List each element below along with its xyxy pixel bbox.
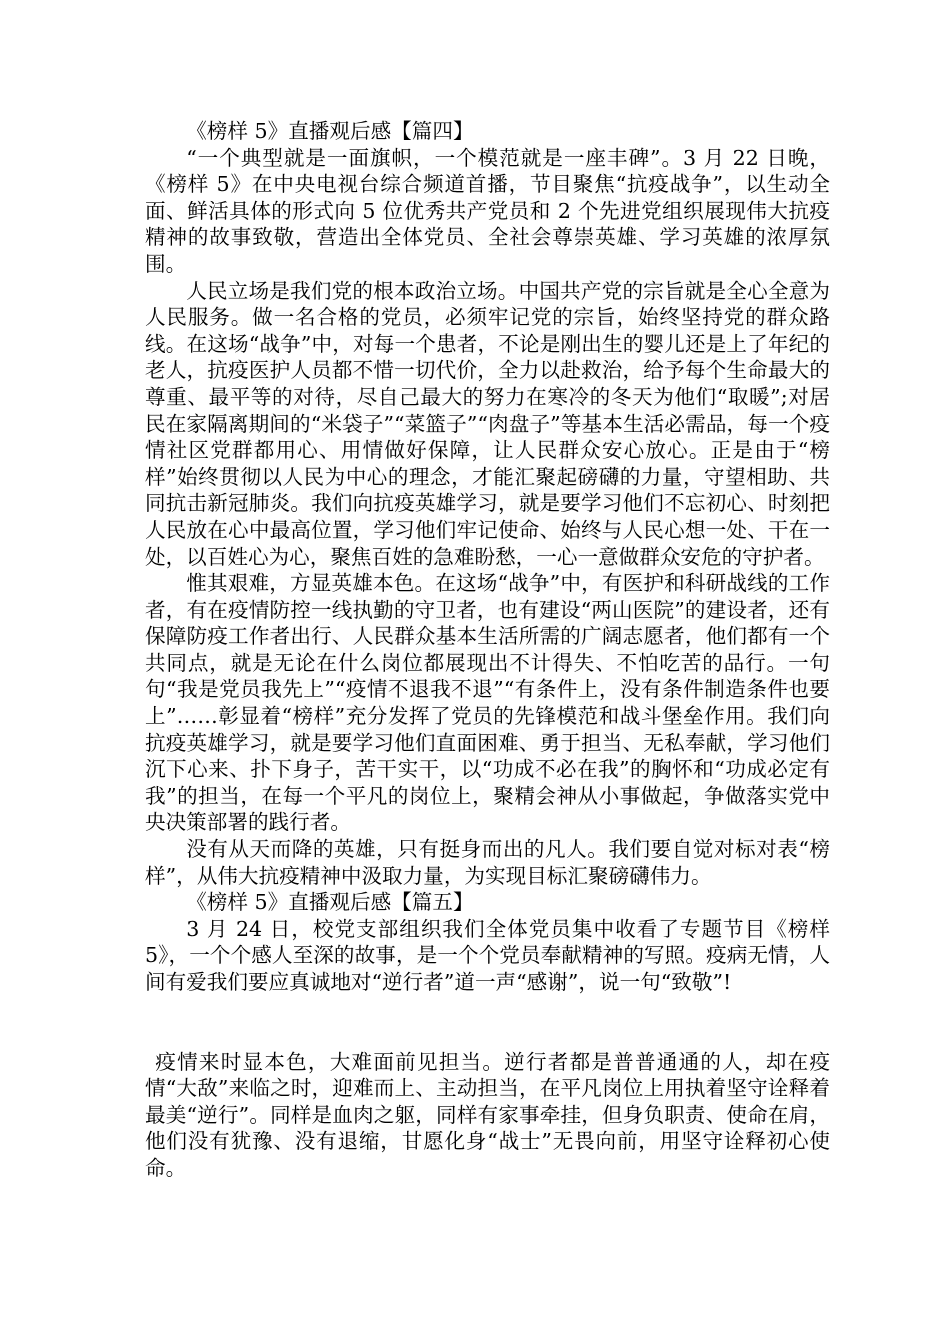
- document-body: [145, 118, 830, 1182]
- paragraph-4: 没有从天而降的英雄，只有挺身而出的凡人。我们要自觉对标对表“榜样”，从伟大抗疫精神中汲取力量，为实现目标汇聚磅礴伟力。: [145, 837, 830, 888]
- paragraph-2: 人民立场是我们党的根本政治立场。中国共产党的宗旨就是全心全意为人民服务。做一名合格的党员，必须牢记党的宗旨，始终坚持党的群众路线。在这场“战争”中，对每一个患者，不论是刚出生的婴儿还是上了年纪的老人，抗疫医护人员都不惜一切代价，全力以赴救治，给予每个生命最大的尊重、最平等的对待，尽自己最大的努力在寒冷的冬天为他们“取暖”;对居民在家隔离期间的“米袋子”“菜篮子”“肉盘子”等基本生活必需品，每一个疫情社区党群都用心、用情做好保障，让人民群众安心放心。正是由于“榜样”始终贯彻以人民为中心的理念，才能汇聚起磅礴的力量，守望相助、共同抗击新冠肺炎。我们向抗疫英雄学习，就是要学习他们不忘初心、时刻把人民放在心中最高位置，学习他们牢记使命、始终与人民心想一处、干在一处，以百姓心为心，聚焦百姓的急难盼愁，一心一意做群众安危的守护者。: [145, 278, 830, 569]
- paragraph-gap: [145, 996, 830, 1049]
- paragraph-1: “一个典型就是一面旗帜，一个模范就是一座丰碑”。3 月 22 日晚，《榜样 5》在中央电视台综合频道首播，节目聚焦“抗疫战争”，以生动全面、鲜活具体的形式向 5 位优秀共产党员和 2 个先进党组织展现伟大抗疫精神的故事致敬，营造出全体党员、全社会尊崇英雄、学习英雄的浓厚氛围。: [145, 145, 830, 276]
- section-heading-five: 《榜样 5》直播观后感【篇五】: [186, 890, 474, 915]
- paragraph-3: 惟其艰难，方显英雄本色。在这场“战争”中，有医护和科研战线的工作者，有在疫情防控一线执勤的守卫者，也有建设“两山医院”的建设者，还有保障防疫工作者出行、人民群众基本生活所需的广阔志愿者，他们都有一个共同点，就是无论在什么岗位都展现出不计得失、不怕吃苦的品行。一句句“我是党员我先上”“疫情不退我不退”“有条件上，没有条件制造条件也要上”……彰显着“榜样”充分发挥了党员的先锋模范和战斗堡垒作用。我们向抗疫英雄学习，就是要学习他们直面困难、勇于担当、无私奉献，学习他们沉下心来、扑下身子，苦干实干，以“功成不必在我”的胸怀和“功成必定有我”的担当，在每一个平凡的岗位上，聚精会神从小事做起，争做落实党中央决策部署的践行者。: [145, 571, 830, 835]
- paragraph-5: 3 月 24 日，校党支部组织我们全体党员集中收看了专题节目《榜样 5》，一个个感人至深的故事，是一个个党员奉献精神的写照。疫病无情，人间有爱我们要应真诚地对“逆行者”道一声“感谢”，说一句“致敬”!: [145, 916, 830, 994]
- paragraph-6: 疫情来时显本色，大难面前见担当。逆行者都是普普通通的人，却在疫情“大敌”来临之时，迎难而上、主动担当，在平凡岗位上用执着坚守诠释着最美“逆行”。同样是血肉之躯，同样有家事牵挂，但身负职责、使命在肩，他们没有犹豫、没有退缩，甘愿化身“战士”无畏向前，用坚守诠释初心使命。: [145, 1049, 830, 1180]
- section-heading-four: 《榜样 5》直播观后感【篇四】: [186, 119, 474, 143]
